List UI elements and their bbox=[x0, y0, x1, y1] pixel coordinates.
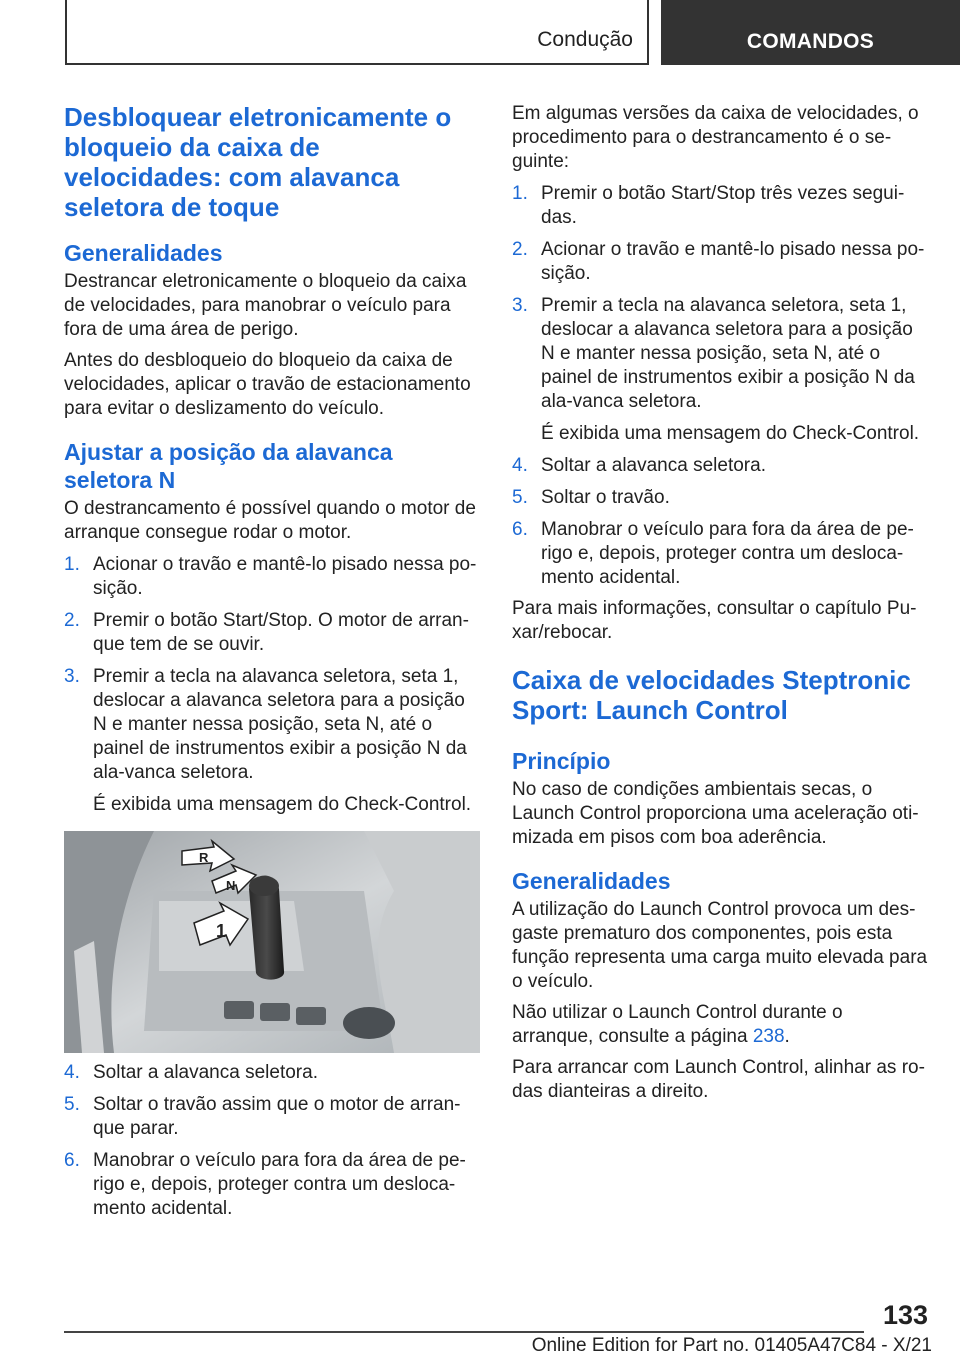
step-number: 3. bbox=[512, 295, 528, 316]
list-item bbox=[512, 454, 928, 478]
figure-label-n: N bbox=[226, 878, 236, 893]
header-section-tab bbox=[65, 0, 649, 65]
step-number: 2. bbox=[512, 239, 528, 260]
step-text: Soltar a alavanca seletora. bbox=[93, 1062, 318, 1083]
gear-selector-illustration bbox=[64, 831, 480, 1053]
paragraph-text: . bbox=[784, 1026, 790, 1047]
section-title-launch-control: Caixa de velocidades Steptronic Sport: Launch Control bbox=[512, 665, 911, 725]
step-text: Manobrar o veículo para fora da área de pe-rigo e, depois, proteger contra um desloca-mento acidental. bbox=[541, 519, 914, 588]
step-number: 5. bbox=[64, 1094, 80, 1115]
page-reference-link[interactable]: 238 bbox=[752, 1026, 785, 1047]
steps-list-a bbox=[64, 553, 480, 785]
steps-list-c bbox=[512, 182, 928, 414]
step-number: 1. bbox=[512, 183, 528, 204]
page-number: 133 bbox=[882, 1300, 928, 1330]
heading-adjust-position-n: Ajustar a posição da alavanca seletora N bbox=[64, 439, 393, 493]
step-text: Manobrar o veículo para fora da área de pe-rigo e, depois, proteger contra um desloca-mento acidental. bbox=[93, 1150, 466, 1219]
header-chapter-tab bbox=[661, 0, 960, 65]
heading-principle: Princípio bbox=[512, 748, 611, 774]
step-number: 6. bbox=[64, 1150, 80, 1171]
list-item bbox=[512, 486, 928, 510]
step-text: Acionar o travão e mantê-lo pisado nessa po-sição. bbox=[541, 239, 925, 284]
heading-generalities: Generalidades bbox=[512, 868, 671, 894]
step-number: 5. bbox=[512, 487, 528, 508]
launch-general-paragraph-2 bbox=[512, 1001, 928, 1049]
steps-list-d bbox=[512, 454, 928, 590]
general-paragraph-1: Destrancar eletronicamente o bloqueio da caixa de velocidades, para manobrar o veículo para fora de uma área de perigo. bbox=[64, 271, 467, 340]
footer-divider bbox=[64, 1331, 864, 1333]
section-title-unlock: Desbloquear eletronicamente o bloqueio da caixa de velocidades: com alavanca seletora de toque bbox=[64, 102, 452, 222]
launch-general-paragraph-3: Para arrancar com Launch Control, alinhar as ro-das dianteiras a direito. bbox=[512, 1057, 925, 1102]
left-column bbox=[64, 102, 480, 1221]
list-item bbox=[512, 182, 928, 230]
step-text: Soltar o travão assim que o motor de arran-que parar. bbox=[93, 1094, 461, 1139]
more-info-paragraph: Para mais informações, consultar o capítulo Pu-xar/rebocar. bbox=[512, 598, 917, 643]
general-paragraph-2: Antes do desbloqueio do bloqueio da caixa de velocidades, aplicar o travão de estacionamento para evitar o deslizamento do veículo. bbox=[64, 350, 471, 419]
right-column bbox=[512, 102, 928, 1104]
list-item bbox=[64, 1093, 480, 1141]
step-number: 6. bbox=[512, 519, 528, 540]
steps-list-b bbox=[64, 1061, 480, 1221]
step-number: 4. bbox=[64, 1062, 80, 1083]
list-item bbox=[64, 553, 480, 601]
list-item bbox=[64, 609, 480, 657]
step-text: Soltar o travão. bbox=[541, 487, 670, 508]
step-number: 3. bbox=[64, 666, 80, 687]
step-3-note: É exibida uma mensagem do Check-Control. bbox=[541, 423, 920, 444]
step-number: 2. bbox=[64, 610, 80, 631]
figure-label-1: 1 bbox=[216, 921, 227, 941]
list-item bbox=[64, 1149, 480, 1221]
list-item bbox=[512, 238, 928, 286]
intro-paragraph: Em algumas versões da caixa de velocidades, o procedimento para o destrancamento é o se-guinte: bbox=[512, 103, 919, 172]
step-number: 1. bbox=[64, 554, 80, 575]
header-section-label: Condução bbox=[537, 28, 633, 51]
principle-paragraph: No caso de condições ambientais secas, o Launch Control proporciona uma aceleração oti-mizada em pisos com boa aderência. bbox=[512, 779, 919, 848]
step-number: 4. bbox=[512, 455, 528, 476]
figure-label-r: R bbox=[199, 850, 209, 865]
list-item bbox=[512, 294, 928, 414]
step-text: Premir a tecla na alavanca seletora, seta 1, deslocar a alavanca seletora para a posição N e manter nessa posição, seta N, até o painel de instrumentos exibir a posição N da ala-vanca seletora. bbox=[93, 666, 467, 783]
list-item bbox=[64, 1061, 480, 1085]
heading-generalities: Generalidades bbox=[64, 240, 223, 266]
step-3-note: É exibida uma mensagem do Check-Control. bbox=[93, 794, 472, 815]
step-text: Premir o botão Start/Stop. O motor de arran-que tem de se ouvir. bbox=[93, 610, 469, 655]
step-text: Soltar a alavanca seletora. bbox=[541, 455, 766, 476]
header-chapter-label: COMANDOS bbox=[746, 30, 875, 53]
launch-general-paragraph-1: A utilização do Launch Control provoca um des-gaste prematuro dos componentes, pois esta função representa uma carga muito elevada para o veículo. bbox=[512, 899, 928, 992]
paragraph-text: Não utilizar o Launch Control durante o arranque, consulte a página bbox=[512, 1002, 843, 1047]
step-text: Premir o botão Start/Stop três vezes segui-das. bbox=[541, 183, 905, 228]
step-text: Premir a tecla na alavanca seletora, seta 1, deslocar a alavanca seletora para a posição N e manter nessa posição, seta N, até o painel de instrumentos exibir a posição N da ala-vanca seletora. bbox=[541, 295, 915, 412]
adjust-paragraph: O destrancamento é possível quando o motor de arranque consegue rodar o motor. bbox=[64, 498, 476, 543]
list-item bbox=[64, 665, 480, 785]
list-item bbox=[512, 518, 928, 590]
step-text: Acionar o travão e mantê-lo pisado nessa po-sição. bbox=[93, 554, 477, 599]
footer-edition: Online Edition for Part no. 01405A47C84 - X/21 bbox=[531, 1335, 932, 1356]
